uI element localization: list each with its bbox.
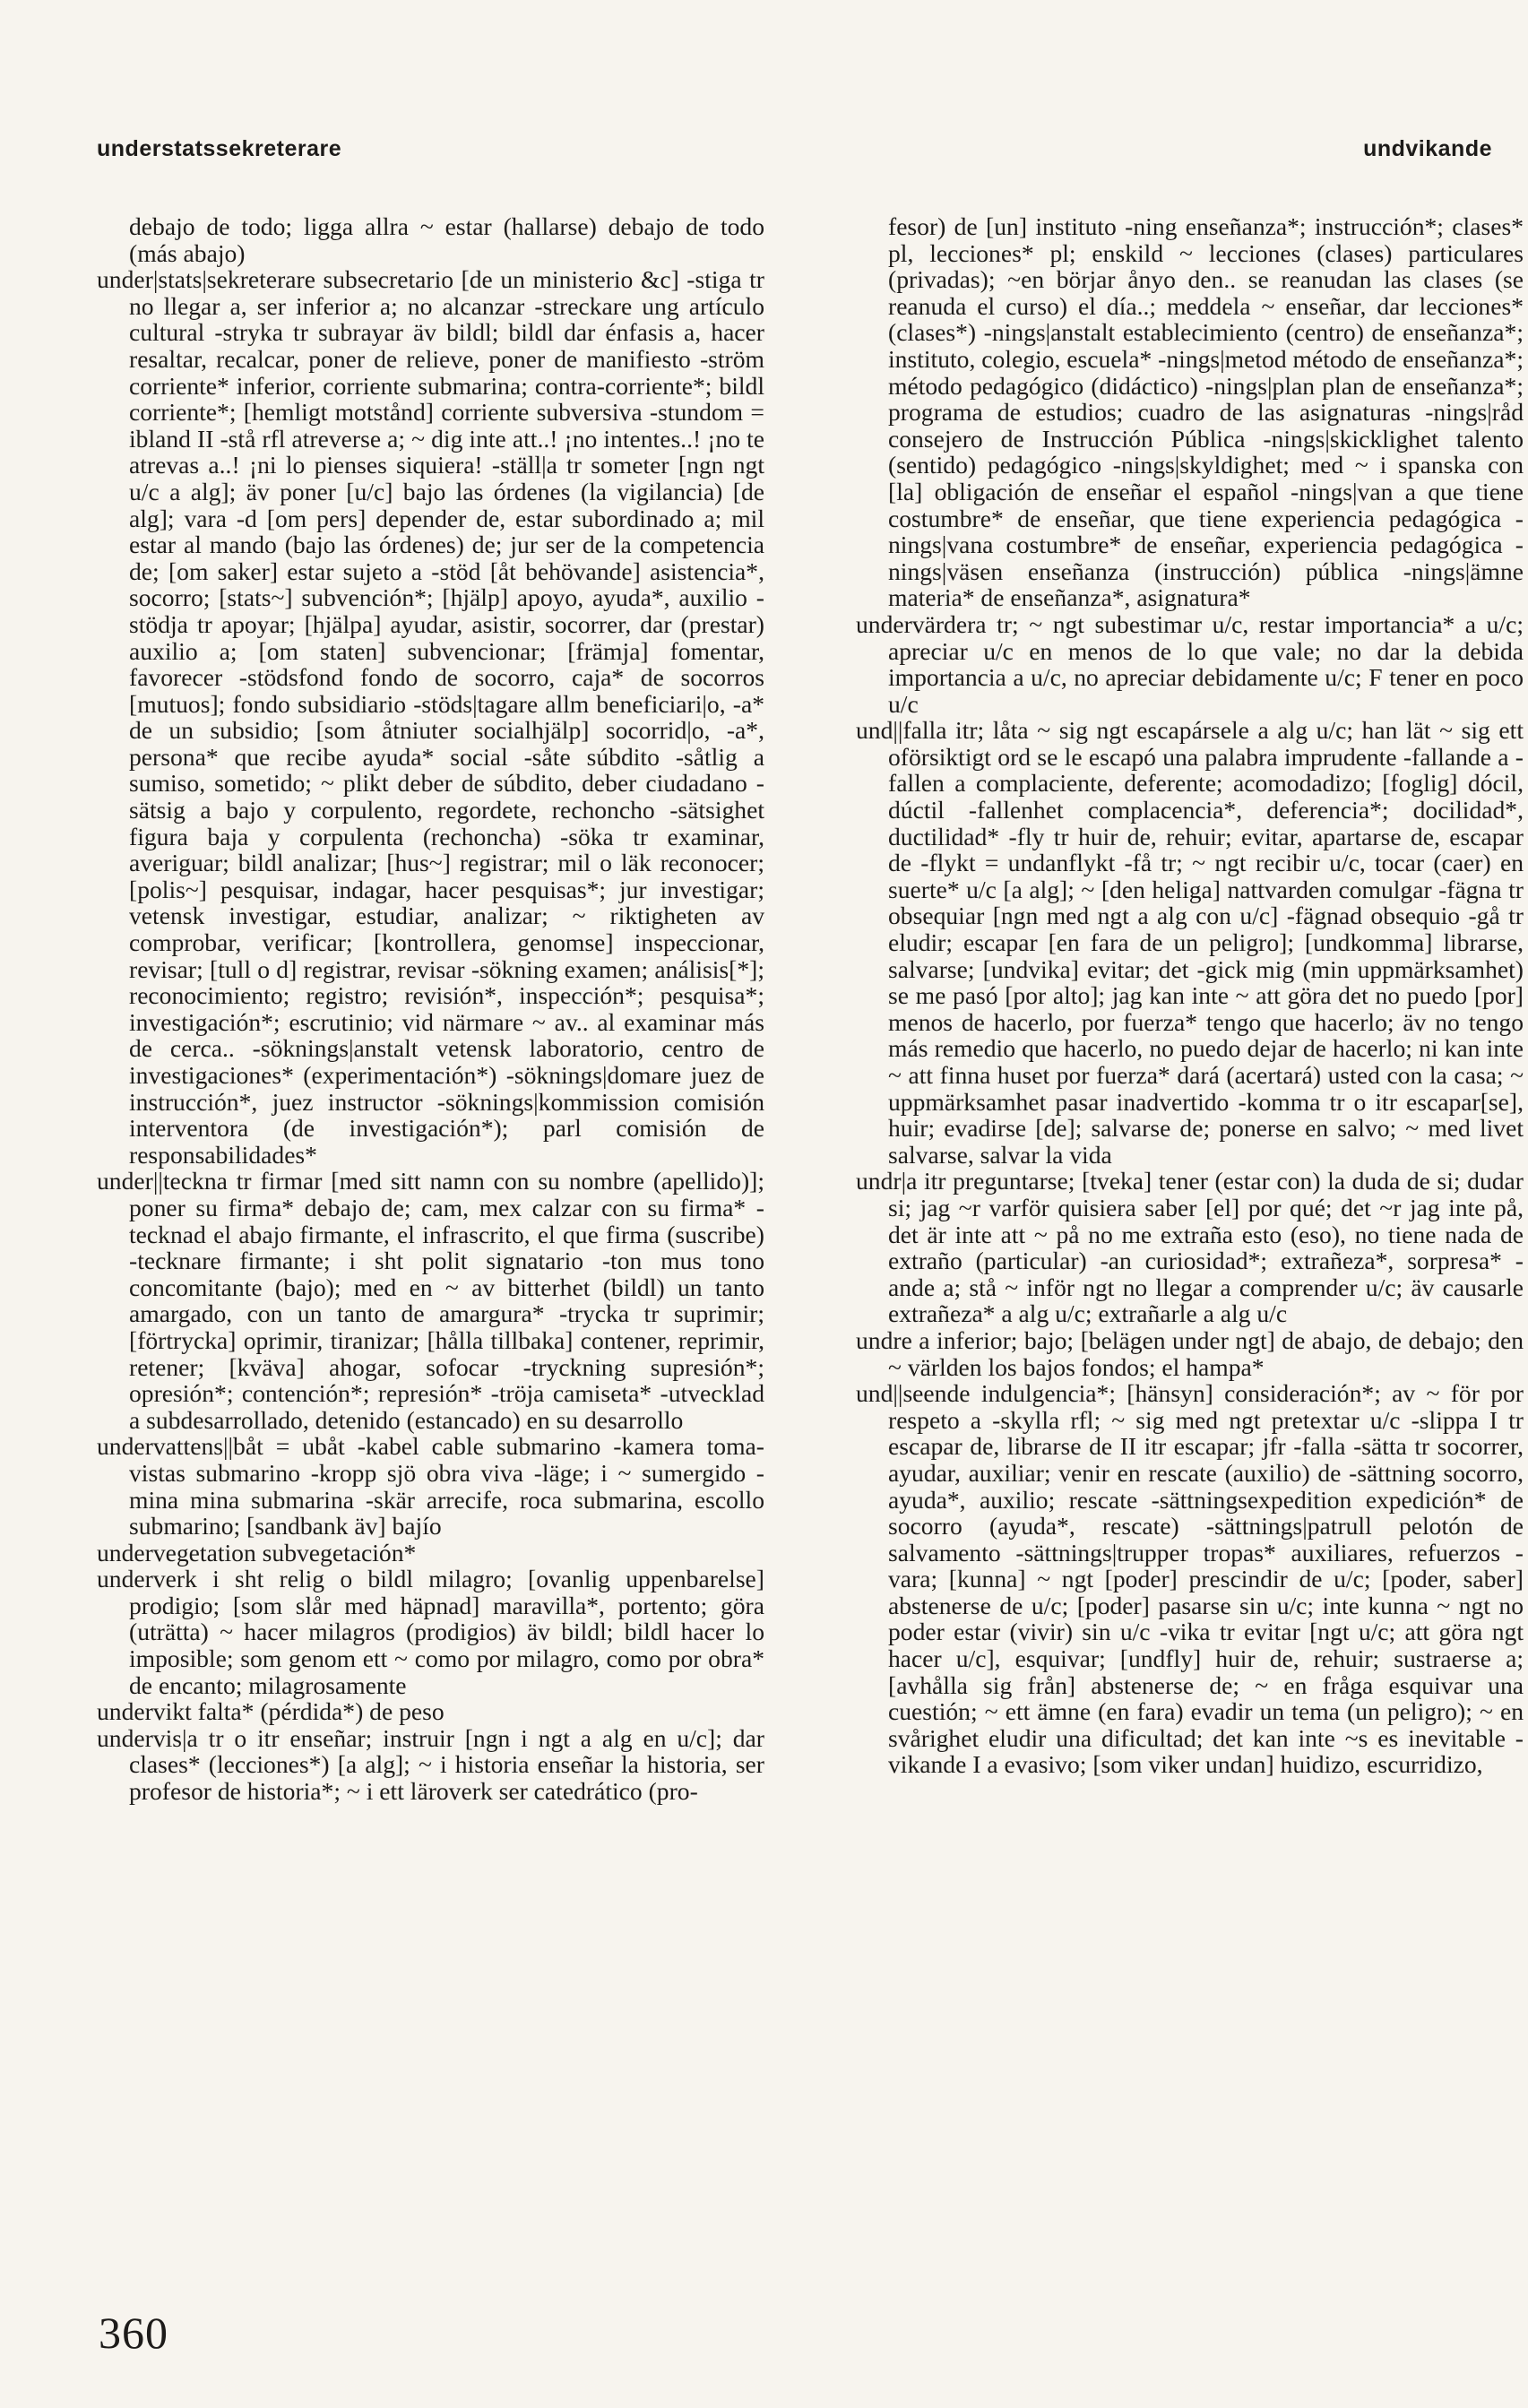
right-column bbox=[856, 213, 1524, 1778]
running-head-last-word: undvikande bbox=[1363, 136, 1492, 161]
dictionary-entry: undervärdera tr; ~ ngt subestimar u/c, restar importancia* a u/c; apreciar u/c en menos de lo que vale; no dar la debida importancia a u/c, no apreciar debidamente u/c; F tener en poco u/c bbox=[856, 609, 1524, 718]
dictionary-entry: debajo de todo; ligga allra ~ estar (hallarse) debajo de todo (más abajo) bbox=[129, 212, 764, 267]
dictionary-entry: und||falla itr; låta ~ sig ngt escapársele a alg u/c; han lät ~ sig ett oförsiktigt ord se le escapó una palabra imprudente -fallande a -fallen a complaciente, deferente; acomodadizo; [foglig] dócil, dúctil -fallenhet complacencia*, deferencia*; docilidad*, ductilidad* -fly tr huir de, rehuir; evitar, apartarse de, escapar de -flykt = undanflykt -få tr; ~ ngt recibir u/c, tocar (caer) en suerte* u/c [a alg]; ~ [den heliga] nattvarden comulgar -fägna tr obsequiar [ngn med ngt a alg con u/c] -fägnad obsequio -gå tr eludir; escapar [en fara de un peligro]; [undkomma] librarse, salvarse; [undvika] evitar; det -gick mig (min uppmärksamhet) se me pasó [por alto]; jag kan inte ~ att göra det no puedo [por] menos de hacerlo, por fuerza* tengo que hacerlo; äv no tengo más remedio que hacerlo, no puedo dejar de hacerlo; ni kan inte ~ att finna huset por fuerza* dará (acertará) usted con la casa; ~ uppmärksamhet pasar inadvertido -komma tr o itr escapar[se], huir; evadirse [de]; salvarse de; ponerse en salvo; ~ med livet salvarse, salvar la vida bbox=[856, 716, 1524, 1169]
dictionary-entry: undervikt falta* (pérdida*) de peso bbox=[97, 1697, 445, 1726]
page-number: 360 bbox=[99, 2308, 168, 2358]
dictionary-entry: undervis|a tr o itr enseñar; instruir [ngn i ngt a alg en u/c]; dar clases* (lecciones*) [a alg]; ~ i historia enseñar la historia, ser profesor de historia*; ~ i ett läroverk ser catedrático (pro- bbox=[97, 1723, 764, 1806]
dictionary-entry: under||teckna tr firmar [med sitt namn con su nombre (apellido)]; poner su firma* debajo de; cam, mex calzar con su firma* -tecknad el abajo firmante, el infrascrito, el que firma (suscribe) -tecknare firmante; i sht polit signatario -ton mus tono concomitante (bajo); med en ~ av bitterhet (bildl) un tanto amargado, con un tanto de amargura* -trycka tr suprimir; [förtrycka] oprimir, tiranizar; [hålla tillbaka] contener, reprimir, retener; [kväva] ahogar, sofocar -tryckning supresión*; opresión*; contención*; represión* -tröja camiseta* -utvecklad a subdesarrollado, detenido (estancado) en su desarrollo bbox=[97, 1167, 764, 1434]
dictionary-entry: undervegetation subvegetación* bbox=[97, 1538, 417, 1566]
dictionary-entry: underverk i sht relig o bildl milagro; [ovanlig uppenbarelse] prodigio; [som slår med häpnad] maravilla*, portento; göra (uträtta) ~ hacer milagros (prodigios) äv bildl; bildl hacer lo imposible; som genom ett ~ como por milagro, como por obra* de encanto; milagrosamente bbox=[97, 1565, 764, 1699]
dictionary-entry: undre a inferior; bajo; [belägen under ngt] de abajo, de debajo; den ~ världen los bajos fondos; el hampa* bbox=[856, 1325, 1524, 1381]
dictionary-entry: und||seende indulgencia*; [hänsyn] consideración*; av ~ för por respeto a -skylla rfl; ~ sig med ngt pretextar u/c -slippa I tr escapar de, librarse de II itr escapar; jfr -falla -sätta tr socorrer, ayudar, auxiliar; venir en rescate (auxilio) de -sättning socorro, ayuda*, auxilio; rescate -sättningsexpedition expedición* de socorro (ayuda*, rescate) -sättnings|patrull pelotón de salvamento -sättnings|trupper tropas* auxiliares, refuerzos -vara; [kunna] ~ ngt [poder] prescindir de u/c; [poder, saber] abstenerse de u/c; [poder] pasarse sin u/c; inte kunna ~ ngt no poder estar (vivir) sin u/c -vika tr evitar [ngt u/c; att göra ngt hacer u/c], esquivar; [undfly] huir de, rehuir; sustraerse a; [avhålla sig från] abstenerse de; ~ en fråga esquivar una cuestión; ~ ett ämne (en fara) evadir un tema (un peligro); ~ en svårighet eludir una dificultad; det kan inte ~s es inevitable -vikande I a evasivo; [som viker undan] huidizo, escurridizo, bbox=[856, 1379, 1524, 1779]
dictionary-entry: undervattens||båt = ubåt -kabel cable submarino -kamera toma-vistas submarino -kropp sjö obra viva -läge; i ~ sumergido -mina mina submarina -skär arrecife, roca submarina, escollo submarino; [sandbank äv] bajío bbox=[97, 1432, 764, 1541]
running-head bbox=[97, 136, 1492, 168]
dictionary-entry: undr|a itr preguntarse; [tveka] tener (estar con) la duda de si; dudar si; jag ~r varför quisiera saber [el] por qué; det ~r jag inte på, det är inte att ~ på no me extraña esto (eso), no tiene nada de extraño (particular) -an curiosidad*; extrañeza*, sorpresa* -ande a; stå ~ inför ngt no llegar a comprender u/c; äv causarle extrañeza* a alg u/c; extrañarle a alg u/c bbox=[856, 1167, 1524, 1328]
dictionary-entry: fesor) de [un] instituto -ning enseñanza*; instrucción*; clases* pl, lecciones* pl; enskild ~ lecciones (clases) particulares (privadas); ~en börjar ånyo den.. se reanudan las clases (se reanuda el curso) el día..; meddela ~ enseñar, dar lecciones* (clases*) -nings|anstalt establecimiento (centro) de enseñanza*; instituto, colegio, escuela* -nings|metod método de enseñanza*; método pedagógico (didáctico) -nings|plan plan de enseñanza*; programa de estudios; cuadro de las asignaturas -nings|råd consejero de Instrucción Pública -nings|skicklighet talento (sentido) pedagógico -nings|skyldighet; med ~ i spanska con [la] obligación de enseñar el español -nings|van a que tiene costumbre* de enseñar, que tiene experiencia pedagógica -nings|vana costumbre* de enseñar, experiencia pedagógica -nings|väsen enseñanza (instrucción) pública -nings|ämne materia* de enseñanza*, asignatura* bbox=[888, 212, 1524, 612]
dictionary-entry: under|stats|sekreterare subsecretario [de un ministerio &c] -stiga tr no llegar a, ser inferior a; no alcanzar -streckare ung artículo cultural -stryka tr subrayar äv bildl; bildl dar énfasis a, hacer resaltar, recalcar, poner de relieve, poner de manifiesto -ström corriente* inferior, corriente submarina; contra-corriente*; bildl corriente*; [hemligt motstånd] corriente subversiva -stundom = ibland II -stå rfl atreverse a; ~ dig inte att..! ¡no intentes..! ¡no te atrevas a..! ¡ni lo pienses siquiera! -ställ|a tr someter [ngn ngt u/c a alg]; äv poner [u/c] bajo las órdenes (la vigilancia) [de alg]; vara -d [om pers] depender de, estar subordinado a; mil estar al mando (bajo las órdenes) de; jur ser de la competencia de; [om saker] estar sujeto a -stöd [åt behövande] asistencia*, socorro; [stats~] subvención*; [hjälp] apoyo, ayuda*, auxilio -stödja tr apoyar; [hjälpa] ayudar, asistir, socorrer, dar (prestar) auxilio a; [om staten] subvencionar; [främja] fomentar, favorecer -stödsfond fondo de socorro, caja* de socorros [mutuos]; fondo subsidiario -stöds|tagare allm beneficiari|o, -a* de un subsidio; [som åtniuter socialhjälp] socorrid|o, -a*, persona* que recibe ayuda* social -såte súbdito -såtlig a sumiso, sometido; ~ plikt deber de súbdito, deber ciudadano -sätsig a bajo y corpulento, regordete, rechoncho -sätsighet figura baja y corpulenta (rechoncha) -söka tr examinar, averiguar; bildl analizar; [hus~] registrar; mil o läk reconocer; [polis~] pesquisar, indagar, hacer pesquisas*; jur investigar; vetensk investigar, estudiar, analizar; ~ riktigheten av comprobar, verificar; [kontrollera, genomse] inspeccionar, revisar; [tull o d] registrar, revisar -sökning examen; análisis[*]; reconocimiento; registro; revisión*, inspección*; pesquisa*; investigación*; escrutinio; vid närmare ~ av.. al examinar más de cerca.. -söknings|anstalt vetensk laboratorio, centro de investigaciones* (experimentación*) -söknings|domare juez de instrucción*, juez instructor -söknings|kommission comisión interventora (de investigación*); parl comisión de responsabilidades* bbox=[97, 265, 764, 1169]
left-column bbox=[97, 213, 764, 1805]
running-head-first-word: understatssekreterare bbox=[97, 136, 342, 161]
